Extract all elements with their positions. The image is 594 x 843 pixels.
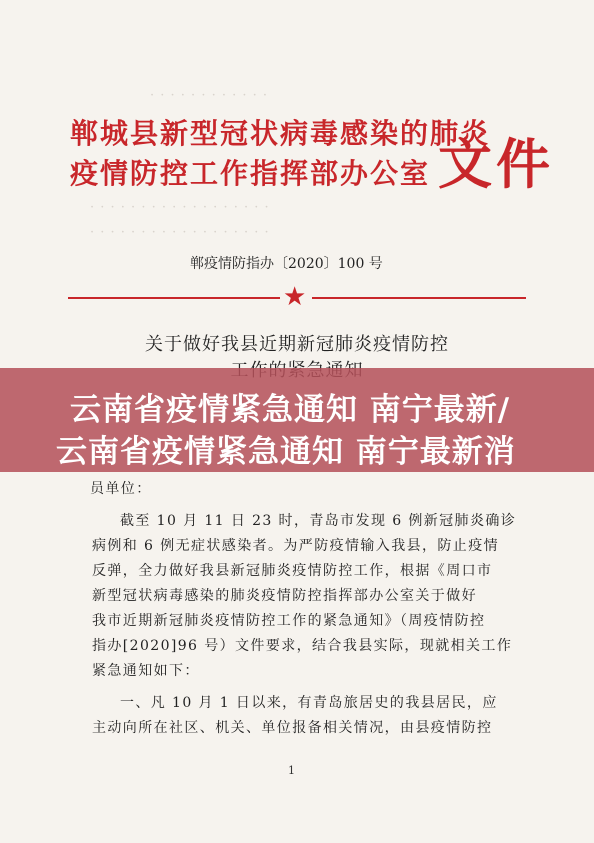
red-star-icon: ★ xyxy=(283,282,307,312)
subject-line1: 关于做好我县近期新冠肺炎疫情防控 xyxy=(145,334,449,355)
issuing-org-line1: 郸城县新型冠状病毒感染的肺炎 xyxy=(70,117,491,150)
banner-headline-line2: 云南省疫情紧急通知 南宁最新消 xyxy=(56,434,516,470)
body-paragraph-line: 截至 10 月 11 日 23 时，青岛市发现 6 例新冠肺炎确诊 xyxy=(120,513,517,529)
body-paragraph-line: 一、凡 10 月 1 日以来，有青岛旅居史的我县居民，应 xyxy=(120,695,498,711)
red-rule-right xyxy=(312,297,526,299)
body-paragraph-line: 指办[2020]96 号）文件要求，结合我县实际，现就相关工作 xyxy=(92,638,513,654)
bleed-through-text: · · · · · · · · · · · · · · · · · · xyxy=(90,200,270,215)
page-number: 1 xyxy=(288,764,295,777)
body-paragraph-line: 我市近期新冠肺炎疫情防控工作的紧急通知》（周疫情防控 xyxy=(92,613,486,629)
body-paragraph-line: 反弹，全力做好我县新冠肺炎疫情防控工作，根据《周口市 xyxy=(92,563,493,579)
red-rule-left xyxy=(68,297,280,299)
bleed-through-text: · · · · · · · · · · · · xyxy=(150,88,269,103)
issuing-org-line2: 疫情防控工作指挥部办公室 xyxy=(70,157,431,190)
body-paragraph-line: 主动向所在社区、机关、单位报备相关情况，由县疫情防控 xyxy=(92,720,493,736)
body-paragraph-line: 新型冠状病毒感染的肺炎疫情防控指挥部办公室关于做好 xyxy=(92,588,477,604)
bleed-through-text: · · · · · · · · · · · · · · · · · · xyxy=(90,225,270,240)
headline-banner xyxy=(0,368,594,472)
document-number: 郸疫情防指办〔2020〕100 号 xyxy=(190,256,383,272)
body-paragraph-line: 紧急通知如下： xyxy=(92,663,200,679)
document-type-mark: 文件 xyxy=(438,132,554,196)
addressee: 员单位： xyxy=(90,481,152,497)
banner-headline-line1: 云南省疫情紧急通知 南宁最新/ xyxy=(70,392,511,428)
body-paragraph-line: 病例和 6 例无症状感染者。为严防疫情输入我县，防止疫情 xyxy=(92,538,500,554)
